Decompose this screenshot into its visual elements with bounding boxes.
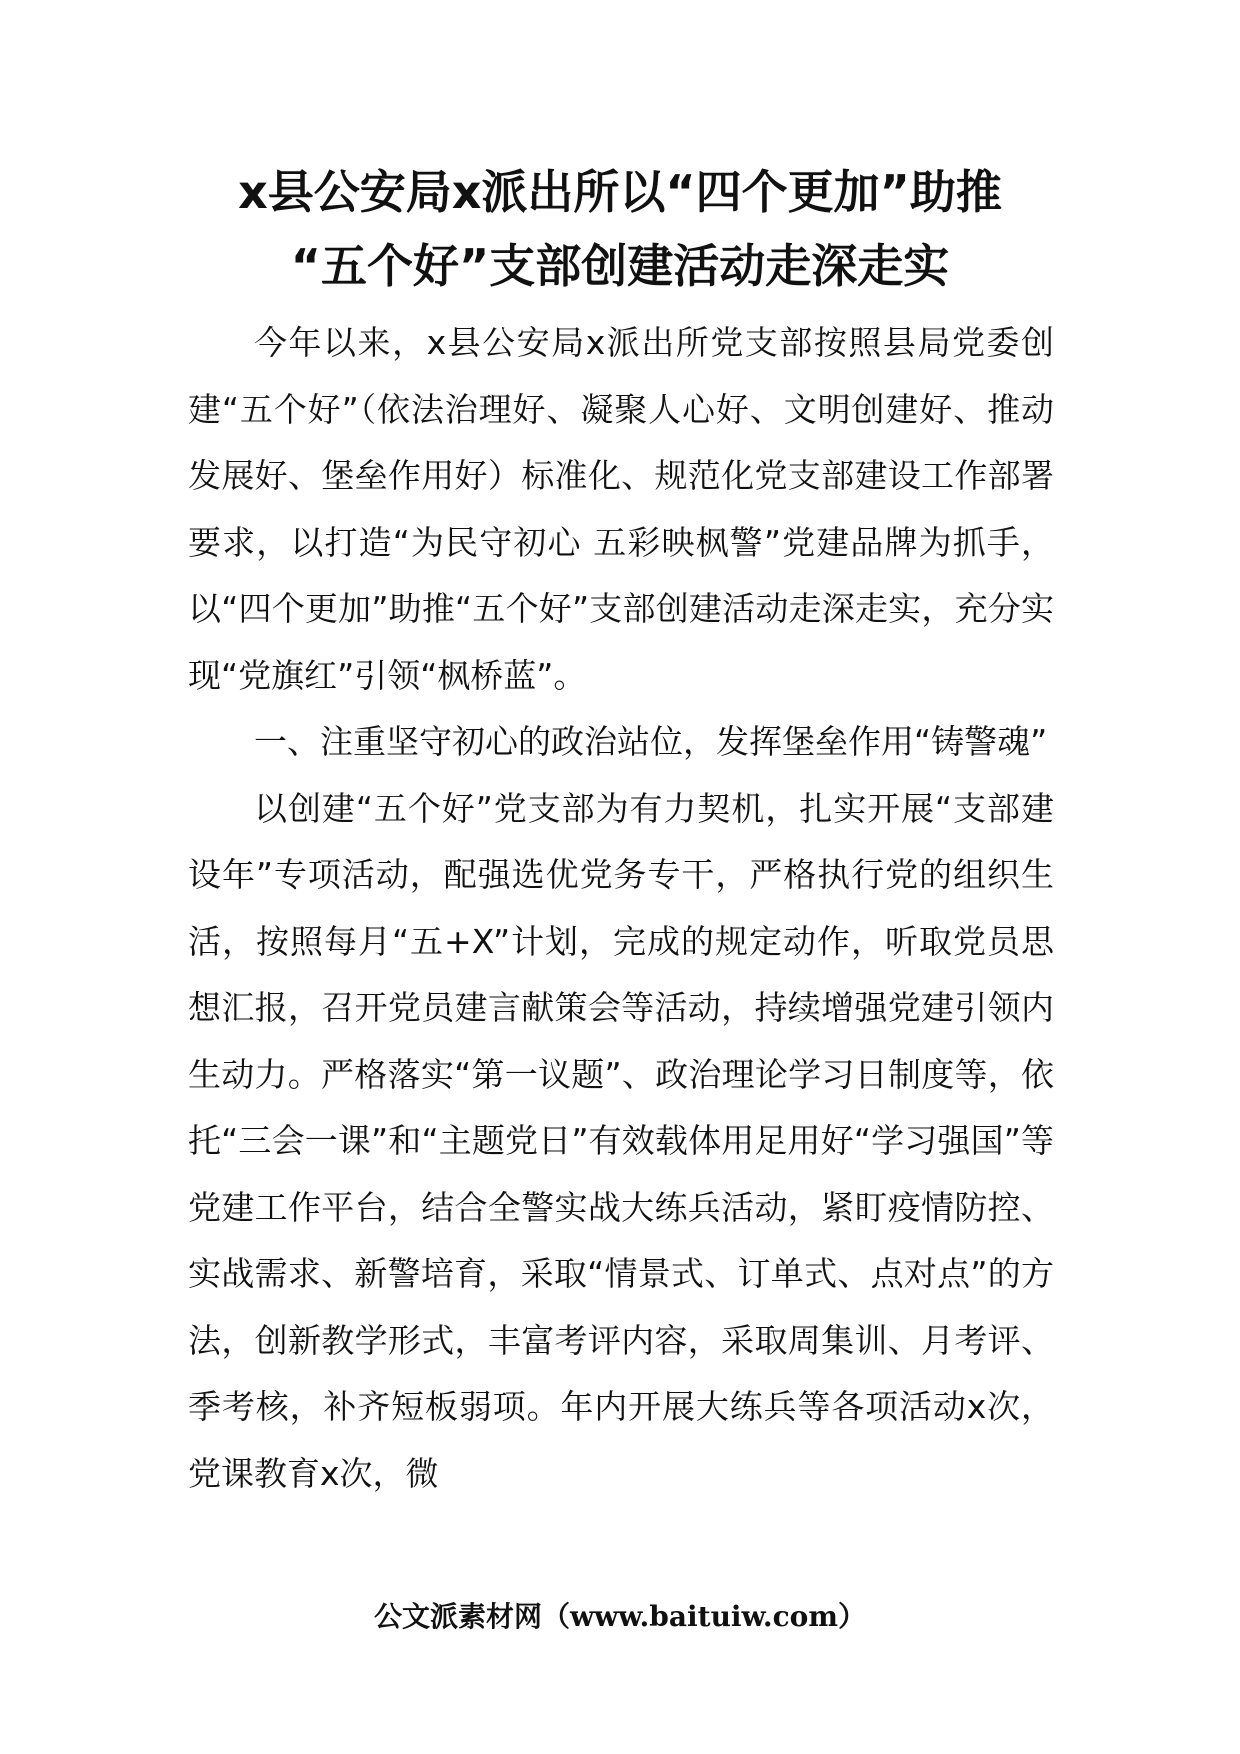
document-title-line-1: x县公安局x派出所以“四个更加”助推	[238, 165, 1002, 219]
section-heading-1: 一、注重坚守初心的政治站位，发挥堡垒作用“铸警魂”	[254, 722, 1048, 761]
section-1-paragraph: 以创建“五个好”党支部为有力契机，扎实开展“支部建设年”专项活动，配强选优党务专干，严格执行党的组织生活，按照每月“五+X”计划，完成的规定动作，听取党员思想汇报，召开党员建言献策会等活动，持续增强党建引领内生动力。严格落实“第一议题”、政治理论学习日制度等，依托“三会一课”和“主题党日”有效载体用足用好“学习强国”等党建工作平台，结合全警实战大练兵活动，紧盯疫情防控、实战需求、新警培育，采取“情景式、订单式、点对点”的方法，创新教学形式，丰富考评内容，采取周集训、月考评、季考核，补齐短板弱项。年内开展大练兵等各项活动x次，党课教育x次，微	[188, 788, 1054, 1493]
document-title-line-2: “五个好”支部创建活动走深走实	[290, 239, 950, 293]
source-watermark-footer: 公文派素材网（www.baituiw.com）	[374, 1600, 866, 1633]
intro-paragraph: 今年以来，x县公安局x派出所党支部按照县局党委创建“五个好”（依法治理好、凝聚人心好、文明创建好、推动发展好、堡垒作用好）标准化、规范化党支部建设工作部署要求，以打造“为民守初心 五彩映枫警”党建品牌为抓手，以“四个更加”助推“五个好”支部创建活动走深走实，充分实现“党旗红”引领“枫桥蓝”。	[188, 323, 1054, 695]
document-body	[188, 310, 1054, 1507]
